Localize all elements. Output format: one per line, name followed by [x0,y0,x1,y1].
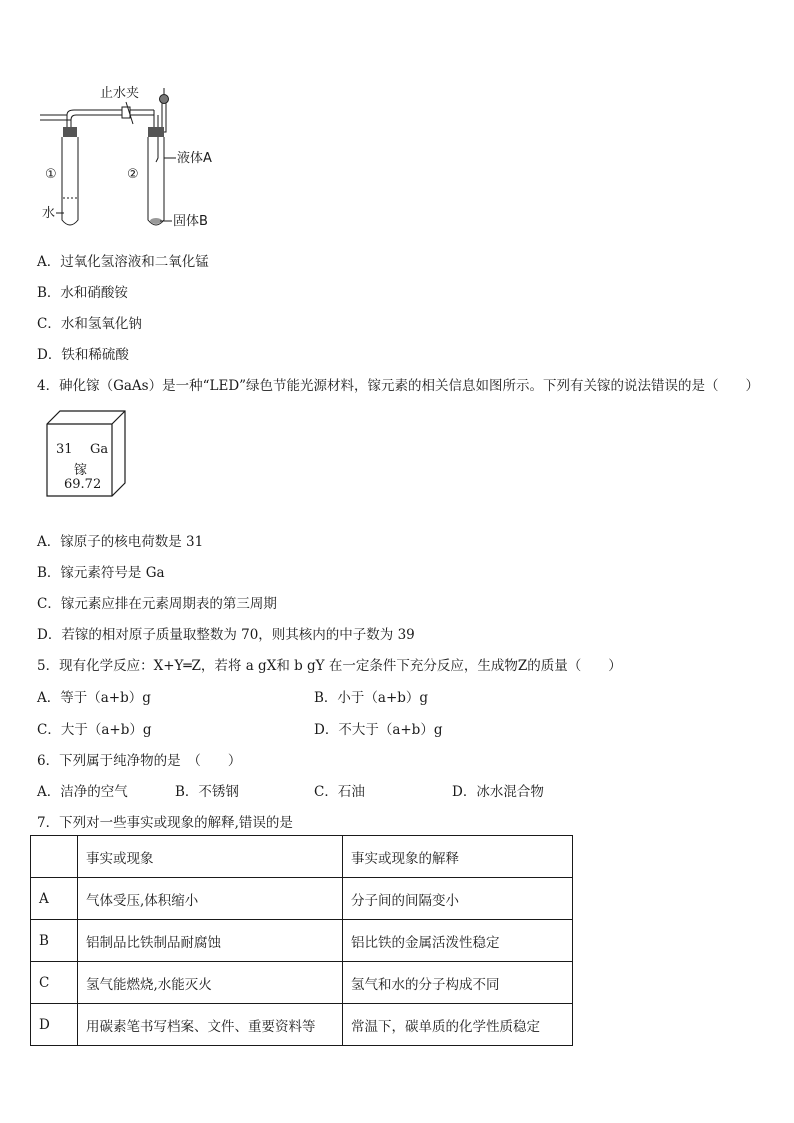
table-header-cell: 事实或现象 [78,836,343,878]
q6-option-c: C．石油 [314,784,365,800]
table-cell: 铝制品比铁制品耐腐蚀 [78,920,343,962]
solid-label: 固体B [173,214,208,229]
clip-label: 止水夹 [100,86,140,101]
table-cell: 铝比铁的金属活泼性稳定 [343,920,573,962]
element-name: 镓 [74,463,88,478]
table-cell: 气体受压,体积缩小 [78,878,343,920]
table-row [31,920,573,962]
apparatus-diagram [30,80,230,230]
q4-option-c: C．镓元素应排在元素周期表的第三周期 [37,596,277,612]
element-symbol: Ga [90,442,109,457]
table-cell: A [31,878,78,920]
q6-option-b: B．不锈钢 [175,784,239,800]
table-cell: 氢气能燃烧,水能灭火 [78,962,343,1004]
table-header-row [31,836,573,878]
table-cell: B [31,920,78,962]
q4-option-b: B．镓元素符号是 Ga [37,565,165,581]
q3-option-c: C．水和氢氧化钠 [37,316,142,332]
q4-stem: 4．砷化镓（GaAs）是一种“LED”绿色节能光源材料，镓元素的相关信息如图所示。下列有关镓的说法错误的是（ ） [37,378,760,394]
tube1-mark: ① [45,167,57,182]
q5-option-a: A．等于（a+b）g [37,690,151,706]
q6-stem: 6．下列属于纯净物的是 （ ） [37,753,242,769]
q6-option-d: D．冰水混合物 [452,784,544,800]
q4-option-a: A．镓原子的核电荷数是 31 [37,534,204,550]
element-card [46,410,122,495]
atomic-mass: 69.72 [64,477,102,492]
q7-table [30,835,573,1046]
table-cell: D [31,1004,78,1046]
q3-option-a: A．过氧化氢溶液和二氧化锰 [37,254,209,270]
q5-stem: 5．现有化学反应：X+Y═Z，若将 a gX和 b gY 在一定条件下充分反应，生成物Z的质量（ ） [37,658,622,674]
q3-option-b: B．水和硝酸铵 [37,285,128,301]
q4-option-d: D．若镓的相对原子质量取整数为 70，则其核内的中子数为 39 [37,627,415,643]
table-cell: 氢气和水的分子构成不同 [343,962,573,1004]
table-row [31,962,573,1004]
q6-option-a: A．洁净的空气 [37,784,128,800]
q5-option-c: C．大于（a+b）g [37,722,152,738]
q5-option-b: B．小于（a+b）g [314,690,429,706]
table-row [31,1004,573,1046]
liquid-label: 液体A [177,151,212,166]
q3-option-d: D．铁和稀硫酸 [37,347,129,363]
table-cell: 分子间的间隔变小 [343,878,573,920]
table-cell: 用碳素笔书写档案、文件、重要资料等 [78,1004,343,1046]
table-header-cell: 事实或现象的解释 [343,836,573,878]
water-label: 水 [42,206,56,221]
table-cell: C [31,962,78,1004]
atomic-number: 31 [56,442,73,457]
table-row [31,878,573,920]
q7-stem: 7．下列对一些事实或现象的解释,错误的是 [37,815,293,831]
table-header-cell [31,836,78,878]
table-cell: 常温下，碳单质的化学性质稳定 [343,1004,573,1046]
q5-option-d: D．不大于（a+b）g [314,722,443,738]
tube2-mark: ② [127,167,139,182]
